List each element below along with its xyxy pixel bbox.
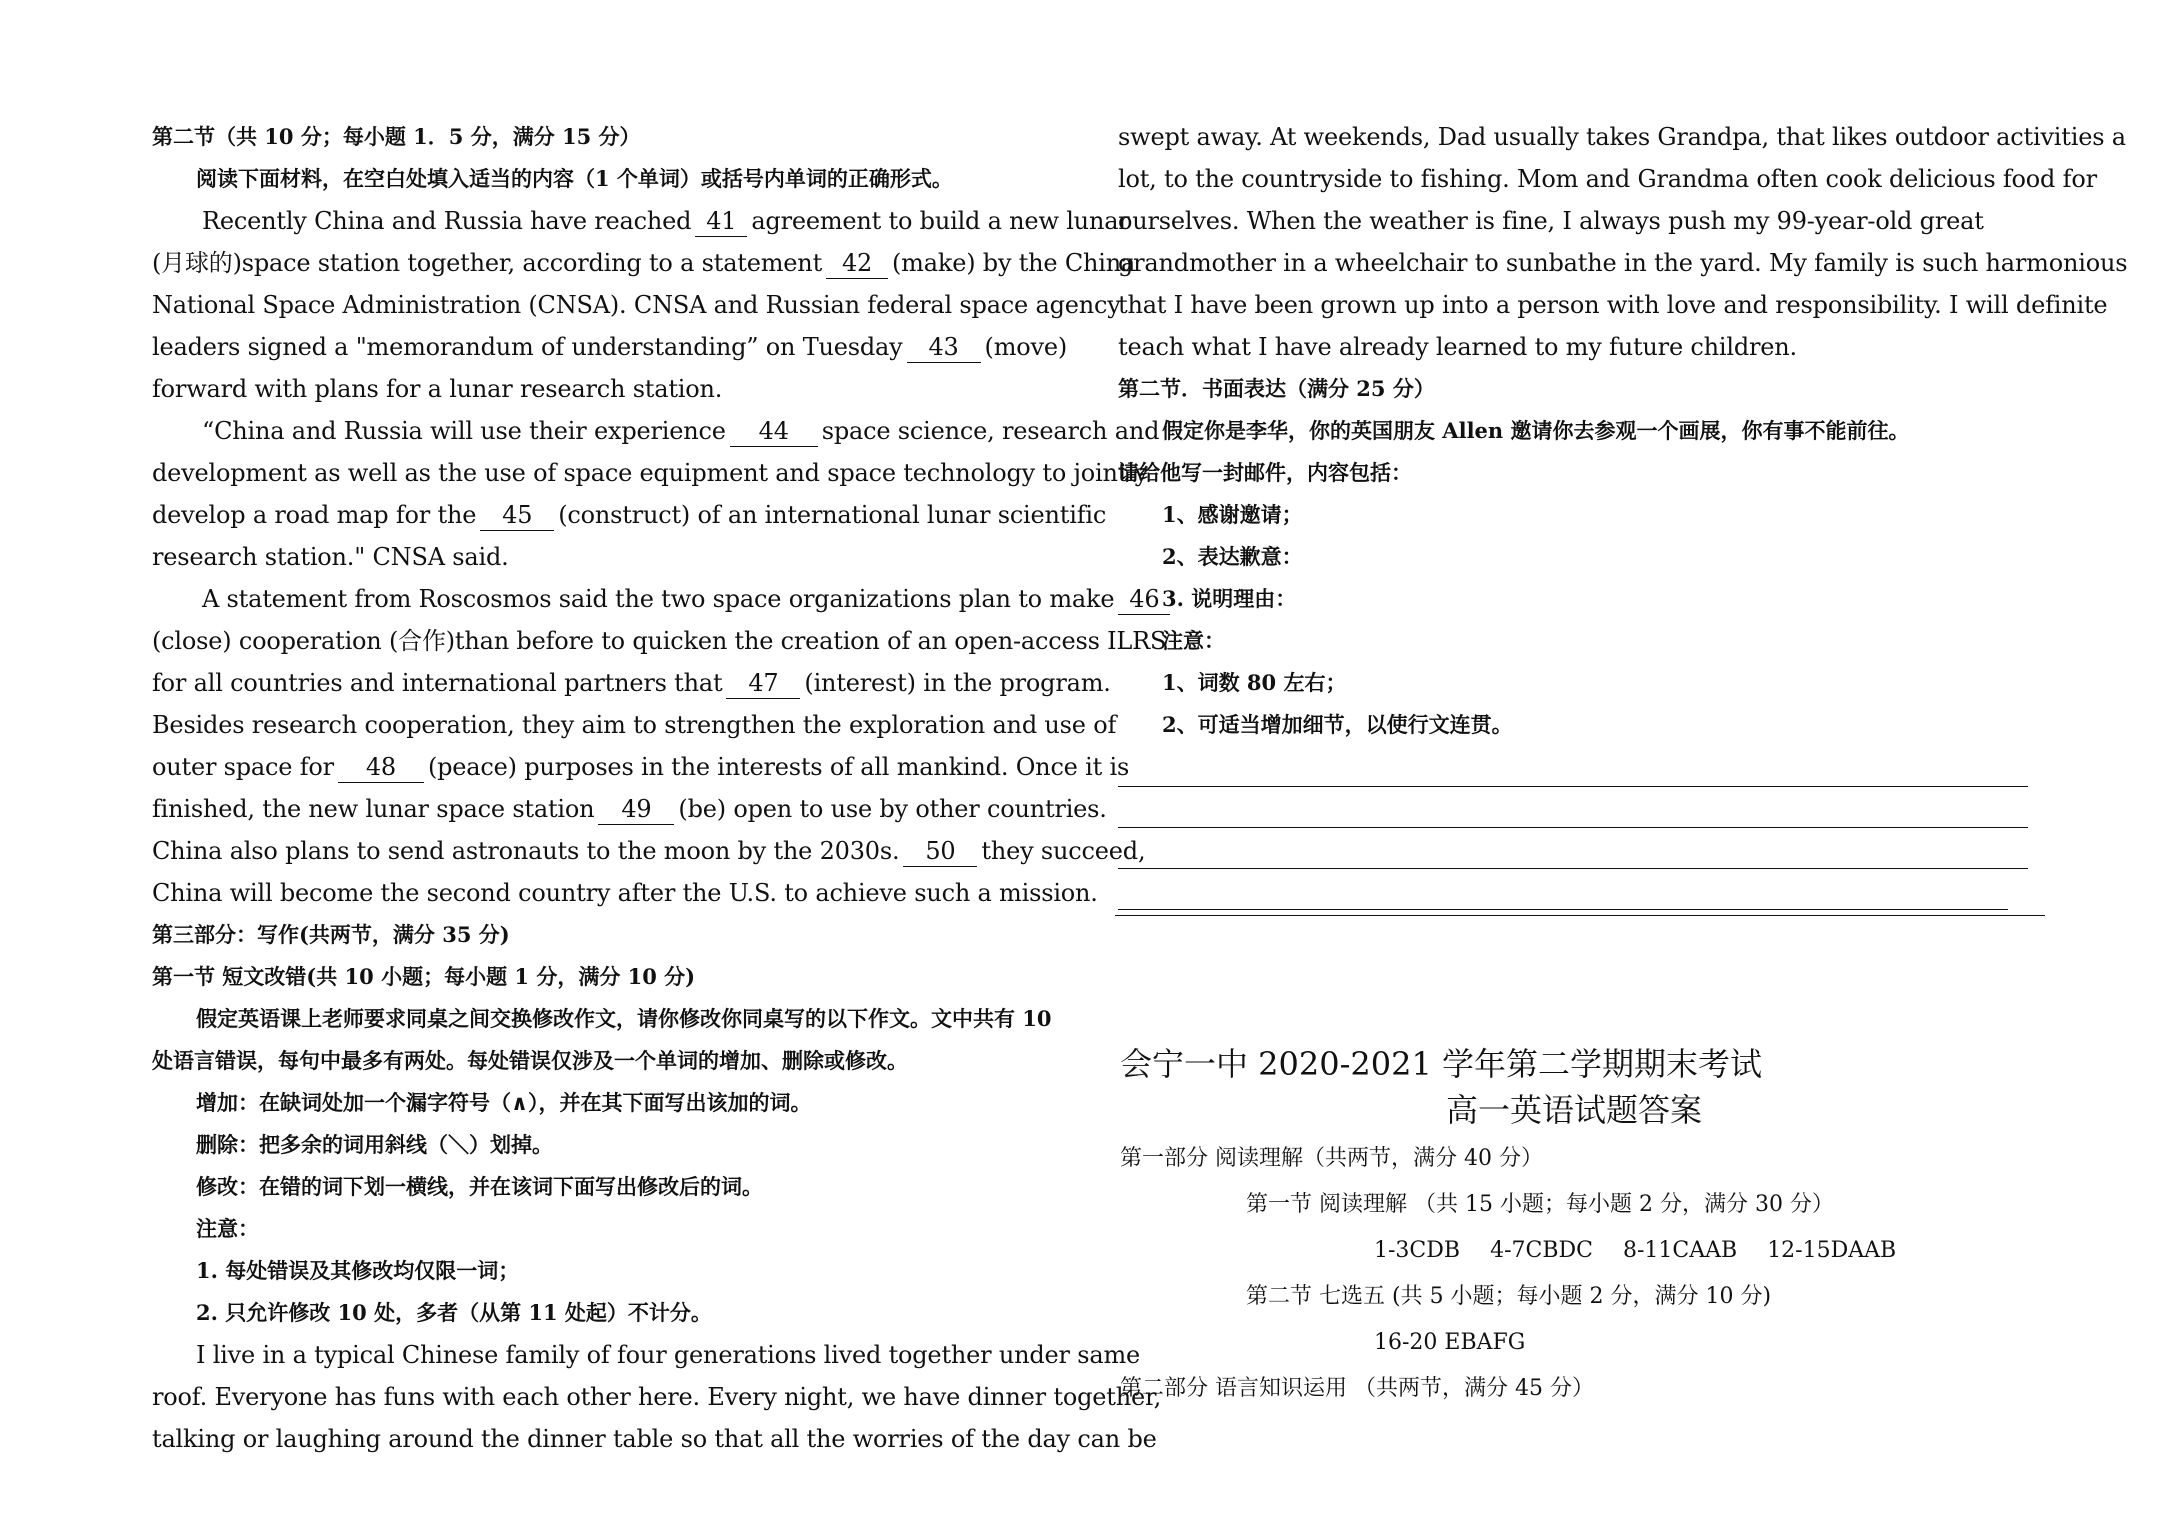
answer-values: 16-20 EBAFG [1374, 1330, 1526, 1355]
writing-prompt: 假定你是李华，你的英国朋友 Allen 邀请你去参观一个画展，你有事不能前往。 [1162, 418, 1910, 443]
section-instructions: 处语言错误，每句中最多有两处。每处错误仅涉及一个单词的增加、删除或修改。 [152, 1048, 908, 1073]
writing-prompt: 请给他写一封邮件，内容包括： [1118, 460, 1412, 485]
essay-line: grandmother in a wheelchair to sunbathe in the yard. My family is such harmonious [1118, 249, 2128, 277]
right-column [1118, 116, 2128, 910]
answer-key [1120, 1136, 2050, 1412]
essay-line: teach what I have already learned to my future children. [1118, 333, 1797, 361]
blank-49: 49 [598, 794, 674, 825]
blank-41: 41 [695, 206, 747, 237]
section-instructions: 假定英语课上老师要求同桌之间交换修改作文，请你修改你同桌写的以下作文。文中共有 10 [196, 1006, 1052, 1031]
section-title: 第二节．书面表达（满分 25 分） [1118, 376, 1435, 401]
passage-line: National Space Administration (CNSA). CNSA and Russian federal space agency [152, 291, 1121, 319]
prompt-item: 3. 说明理由： [1162, 586, 1297, 611]
prompt-item: 2、表达歉意： [1162, 544, 1303, 569]
blank-42: 42 [826, 248, 888, 279]
passage-line: research station." CNSA said. [152, 543, 509, 571]
note-item: 2. 只允许修改 10 处，多者（从第 11 处起）不计分。 [196, 1300, 712, 1325]
blank-45: 45 [480, 500, 554, 531]
writing-line[interactable] [1118, 869, 2008, 910]
answer-values: 1-3CDB 4-7CBDC 8-11CAAB 12-15DAAB [1374, 1238, 1897, 1263]
passage-line: Besides research cooperation, they aim to strengthen the exploration and use of [152, 711, 1117, 739]
passage-line: (月球的)space station together, according to a statement 42 (make) by the China [152, 249, 1136, 277]
rule-modify: 修改：在错的词下划一横线，并在该词下面写出修改后的词。 [196, 1174, 763, 1199]
passage-line: Recently China and Russia have reached 41 agreement to build a new lunar [202, 207, 1130, 235]
section-title: 第一节 短文改错(共 10 小题；每小题 1 分，满分 10 分) [152, 964, 696, 989]
passage-line: development as well as the use of space equipment and space technology to jointly [152, 459, 1149, 487]
passage-line: “China and Russia will use their experience 44 space science, research and [202, 417, 1160, 445]
essay-line: lot, to the countryside to fishing. Mom and Grandma often cook delicious food for [1118, 165, 2097, 193]
passage-line: develop a road map for the 45 (construct) of an international lunar scientific [152, 501, 1107, 529]
note-label: 注意： [196, 1216, 259, 1241]
answer-part: 第二部分 语言知识运用 （共两节，满分 45 分） [1120, 1376, 1594, 1401]
writing-line[interactable] [1118, 787, 2028, 828]
blank-46: 46 [1118, 584, 1170, 615]
note-item: 1. 每处错误及其修改均仅限一词； [196, 1258, 520, 1283]
blank-47: 47 [726, 668, 800, 699]
passage-line: forward with plans for a lunar research station. [152, 375, 723, 403]
essay-line: that I have been grown up into a person with love and responsibility. I will definite [1118, 291, 2108, 319]
note-label: 注意： [1162, 628, 1225, 653]
left-column [152, 116, 1167, 1460]
passage-line: China also plans to send astronauts to the moon by the 2030s. 50 they succeed, [152, 837, 1146, 865]
section-divider [1115, 915, 2045, 916]
passage-line: (close) cooperation (合作)than before to quicken the creation of an open-access ILRS [152, 627, 1167, 655]
part-title: 第三部分：写作(共两节，满分 35 分) [152, 922, 510, 947]
answer-title: 会宁一中 2020-2021 学年第二学期期末考试 [1120, 1045, 1763, 1083]
blank-43: 43 [907, 332, 981, 363]
answer-subtitle: 高一英语试题答案 [1446, 1091, 1703, 1129]
prompt-item: 1、感谢邀请； [1162, 502, 1303, 527]
passage-line: for all countries and international partners that 47 (interest) in the program. [152, 669, 1111, 697]
blank-44: 44 [730, 416, 818, 447]
blank-48: 48 [338, 752, 424, 783]
passage-line: outer space for 48 (peace) purposes in the interests of all mankind. Once it is [152, 753, 1130, 781]
essay-line: I live in a typical Chinese family of four generations lived together under same [196, 1341, 1141, 1369]
answer-section: 第一节 阅读理解 （共 15 小题；每小题 2 分，满分 30 分） [1246, 1192, 1834, 1217]
passage-line: China will become the second country after the U.S. to achieve such a mission. [152, 879, 1098, 907]
writing-line[interactable] [1118, 828, 2028, 869]
note-item: 1、词数 80 左右； [1162, 670, 1347, 695]
answer-section: 第二节 七选五 (共 5 小题；每小题 2 分，满分 10 分) [1246, 1284, 1772, 1309]
passage-line: finished, the new lunar space station 49 (be) open to use by other countries. [152, 795, 1107, 823]
essay-line: ourselves. When the weather is fine, I always push my 99-year-old great [1118, 207, 1984, 235]
rule-add: 增加：在缺词处加一个漏字符号（∧），并在其下面写出该加的词。 [196, 1090, 812, 1115]
section-instructions: 阅读下面材料，在空白处填入适当的内容（1 个单词）或括号内单词的正确形式。 [196, 166, 953, 191]
section-title: 第二节（共 10 分；每小题 1．5 分，满分 15 分） [152, 124, 641, 149]
answer-part: 第一部分 阅读理解（共两节，满分 40 分） [1120, 1146, 1543, 1171]
writing-line[interactable] [1118, 746, 2028, 787]
note-item: 2、可适当增加细节，以使行文连贯。 [1162, 712, 1513, 737]
essay-line: roof. Everyone has funs with each other here. Every night, we have dinner together, [152, 1383, 1162, 1411]
essay-line: swept away. At weekends, Dad usually takes Grandpa, that likes outdoor activities a [1118, 123, 2126, 151]
rule-delete: 删除：把多余的词用斜线（＼）划掉。 [196, 1132, 553, 1157]
blank-50: 50 [903, 836, 977, 867]
passage-line: A statement from Roscosmos said the two space organizations plan to make 46 [152, 578, 1072, 620]
passage-line: leaders signed a "memorandum of understanding” on Tuesday 43 (move) [152, 333, 1068, 361]
essay-line: talking or laughing around the dinner table so that all the worries of the day can be [152, 1425, 1157, 1453]
